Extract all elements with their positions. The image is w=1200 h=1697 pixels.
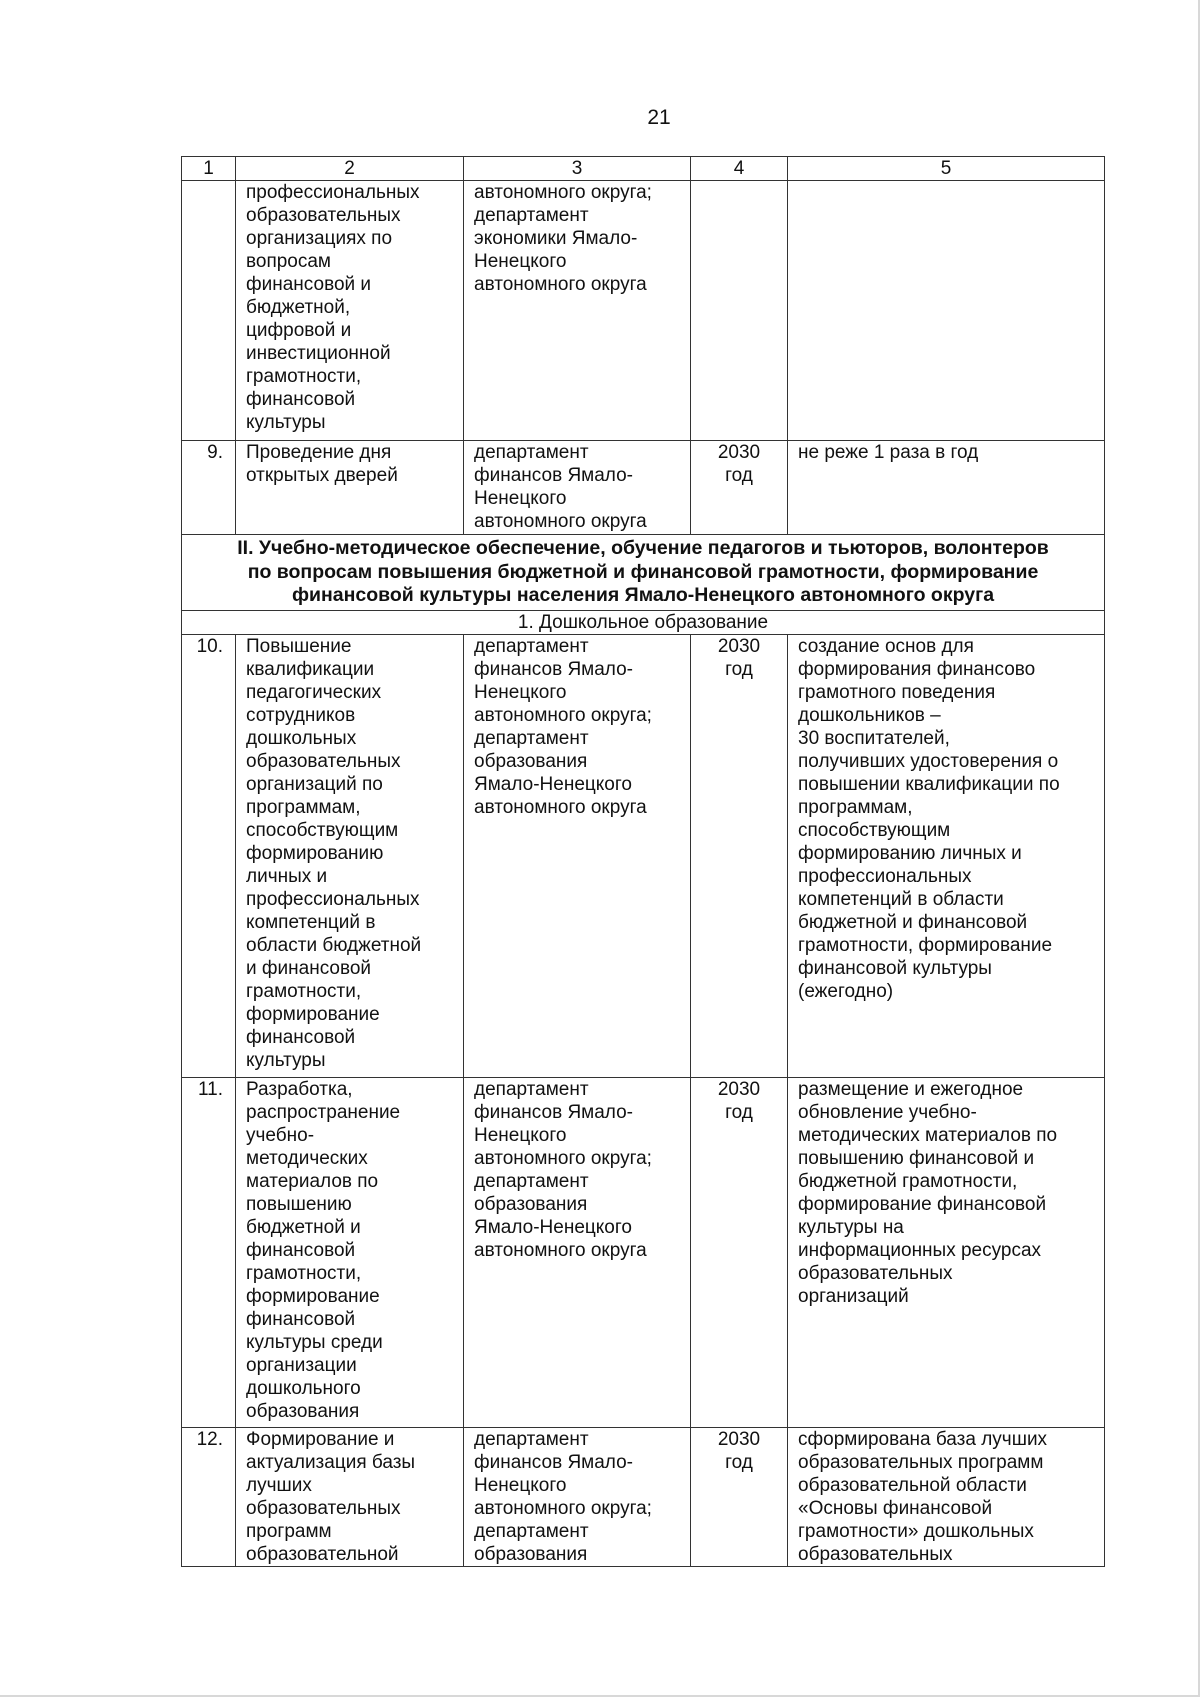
- row-event: Повышение квалификации педагогических сотрудников дошкольных образовательных организаций по программам, способствующим формированию личных и профессиональных компетенций в области бюджетной и финансовой грамотности, формирование финансовой культуры: [236, 634, 464, 1077]
- row-event: Разработка, распространение учебно- методических материалов по повышению бюджетной и финансовой грамотности, формирование финансовой культуры среди организации дошкольного образования: [236, 1077, 464, 1427]
- row-responsible: департамент финансов Ямало- Ненецкого автономного округа: [464, 441, 691, 535]
- table-header-row: [182, 157, 1105, 181]
- row-event: профессиональных образовательных организациях по вопросам финансовой и бюджетной, цифровой и инвестиционной грамотности, финансовой культуры: [236, 181, 464, 441]
- row-term: 2030 год: [691, 1427, 788, 1566]
- section-row: [182, 535, 1105, 611]
- table-row: [182, 181, 1105, 441]
- row-event: Формирование и актуализация базы лучших образовательных программ образовательной: [236, 1427, 464, 1566]
- column-header: 2: [236, 157, 464, 181]
- row-number: 12.: [182, 1427, 236, 1566]
- row-responsible: автономного округа; департамент экономики Ямало- Ненецкого автономного округа: [464, 181, 691, 441]
- row-number: 9.: [182, 441, 236, 535]
- row-event: Проведение дня открытых дверей: [236, 441, 464, 535]
- row-responsible: департамент финансов Ямало- Ненецкого автономного округа; департамент образования Ямало-Ненецкого автономного округа: [464, 634, 691, 1077]
- row-responsible: департамент финансов Ямало- Ненецкого автономного округа; департамент образования Ямало-Ненецкого автономного округа: [464, 1077, 691, 1427]
- row-term: 2030 год: [691, 1077, 788, 1427]
- row-result: не реже 1 раза в год: [788, 441, 1105, 535]
- column-header: 4: [691, 157, 788, 181]
- row-responsible: департамент финансов Ямало- Ненецкого автономного округа; департамент образования: [464, 1427, 691, 1566]
- table-row: [182, 1077, 1105, 1427]
- page-number: 21: [647, 106, 671, 129]
- column-header: 1: [182, 157, 236, 181]
- row-number: 10.: [182, 634, 236, 1077]
- subsection-row: [182, 610, 1105, 634]
- row-result: сформирована база лучших образовательных программ образовательной области «Основы финансовой грамотности» дошкольных образовательных: [788, 1427, 1105, 1566]
- row-number: 11.: [182, 1077, 236, 1427]
- subsection-title: 1. Дошкольное образование: [182, 610, 1105, 634]
- row-number: [182, 181, 236, 441]
- row-result: размещение и ежегодное обновление учебно- методических материалов по повышению финансовой и бюджетной грамотности, формирование финансовой культуры на информационных ресурсах образовательных организаций: [788, 1077, 1105, 1427]
- row-result: создание основ для формирования финансово грамотного поведения дошкольников – 30 воспитателей, получивших удостоверения о повышении квалификации по программам, способствующим формированию личных и профессиональных компетенций в области бюджетной и финансовой грамотности, формирование финансовой культуры (ежегодно): [788, 634, 1105, 1077]
- row-term: 2030 год: [691, 634, 788, 1077]
- section-title: II. Учебно-методическое обеспечение, обучение педагогов и тьюторов, волонтеров по вопросам повышения бюджетной и финансовой грамотности, формирование финансовой культуры населения Ямало-Ненецкого автономного округа: [182, 535, 1105, 611]
- plan-table: [181, 156, 1105, 1567]
- table-row: [182, 1427, 1105, 1566]
- table-row: [182, 634, 1105, 1077]
- column-header: 5: [788, 157, 1105, 181]
- row-term: 2030 год: [691, 441, 788, 535]
- row-term: [691, 181, 788, 441]
- column-header: 3: [464, 157, 691, 181]
- row-result: [788, 181, 1105, 441]
- table-row: [182, 441, 1105, 535]
